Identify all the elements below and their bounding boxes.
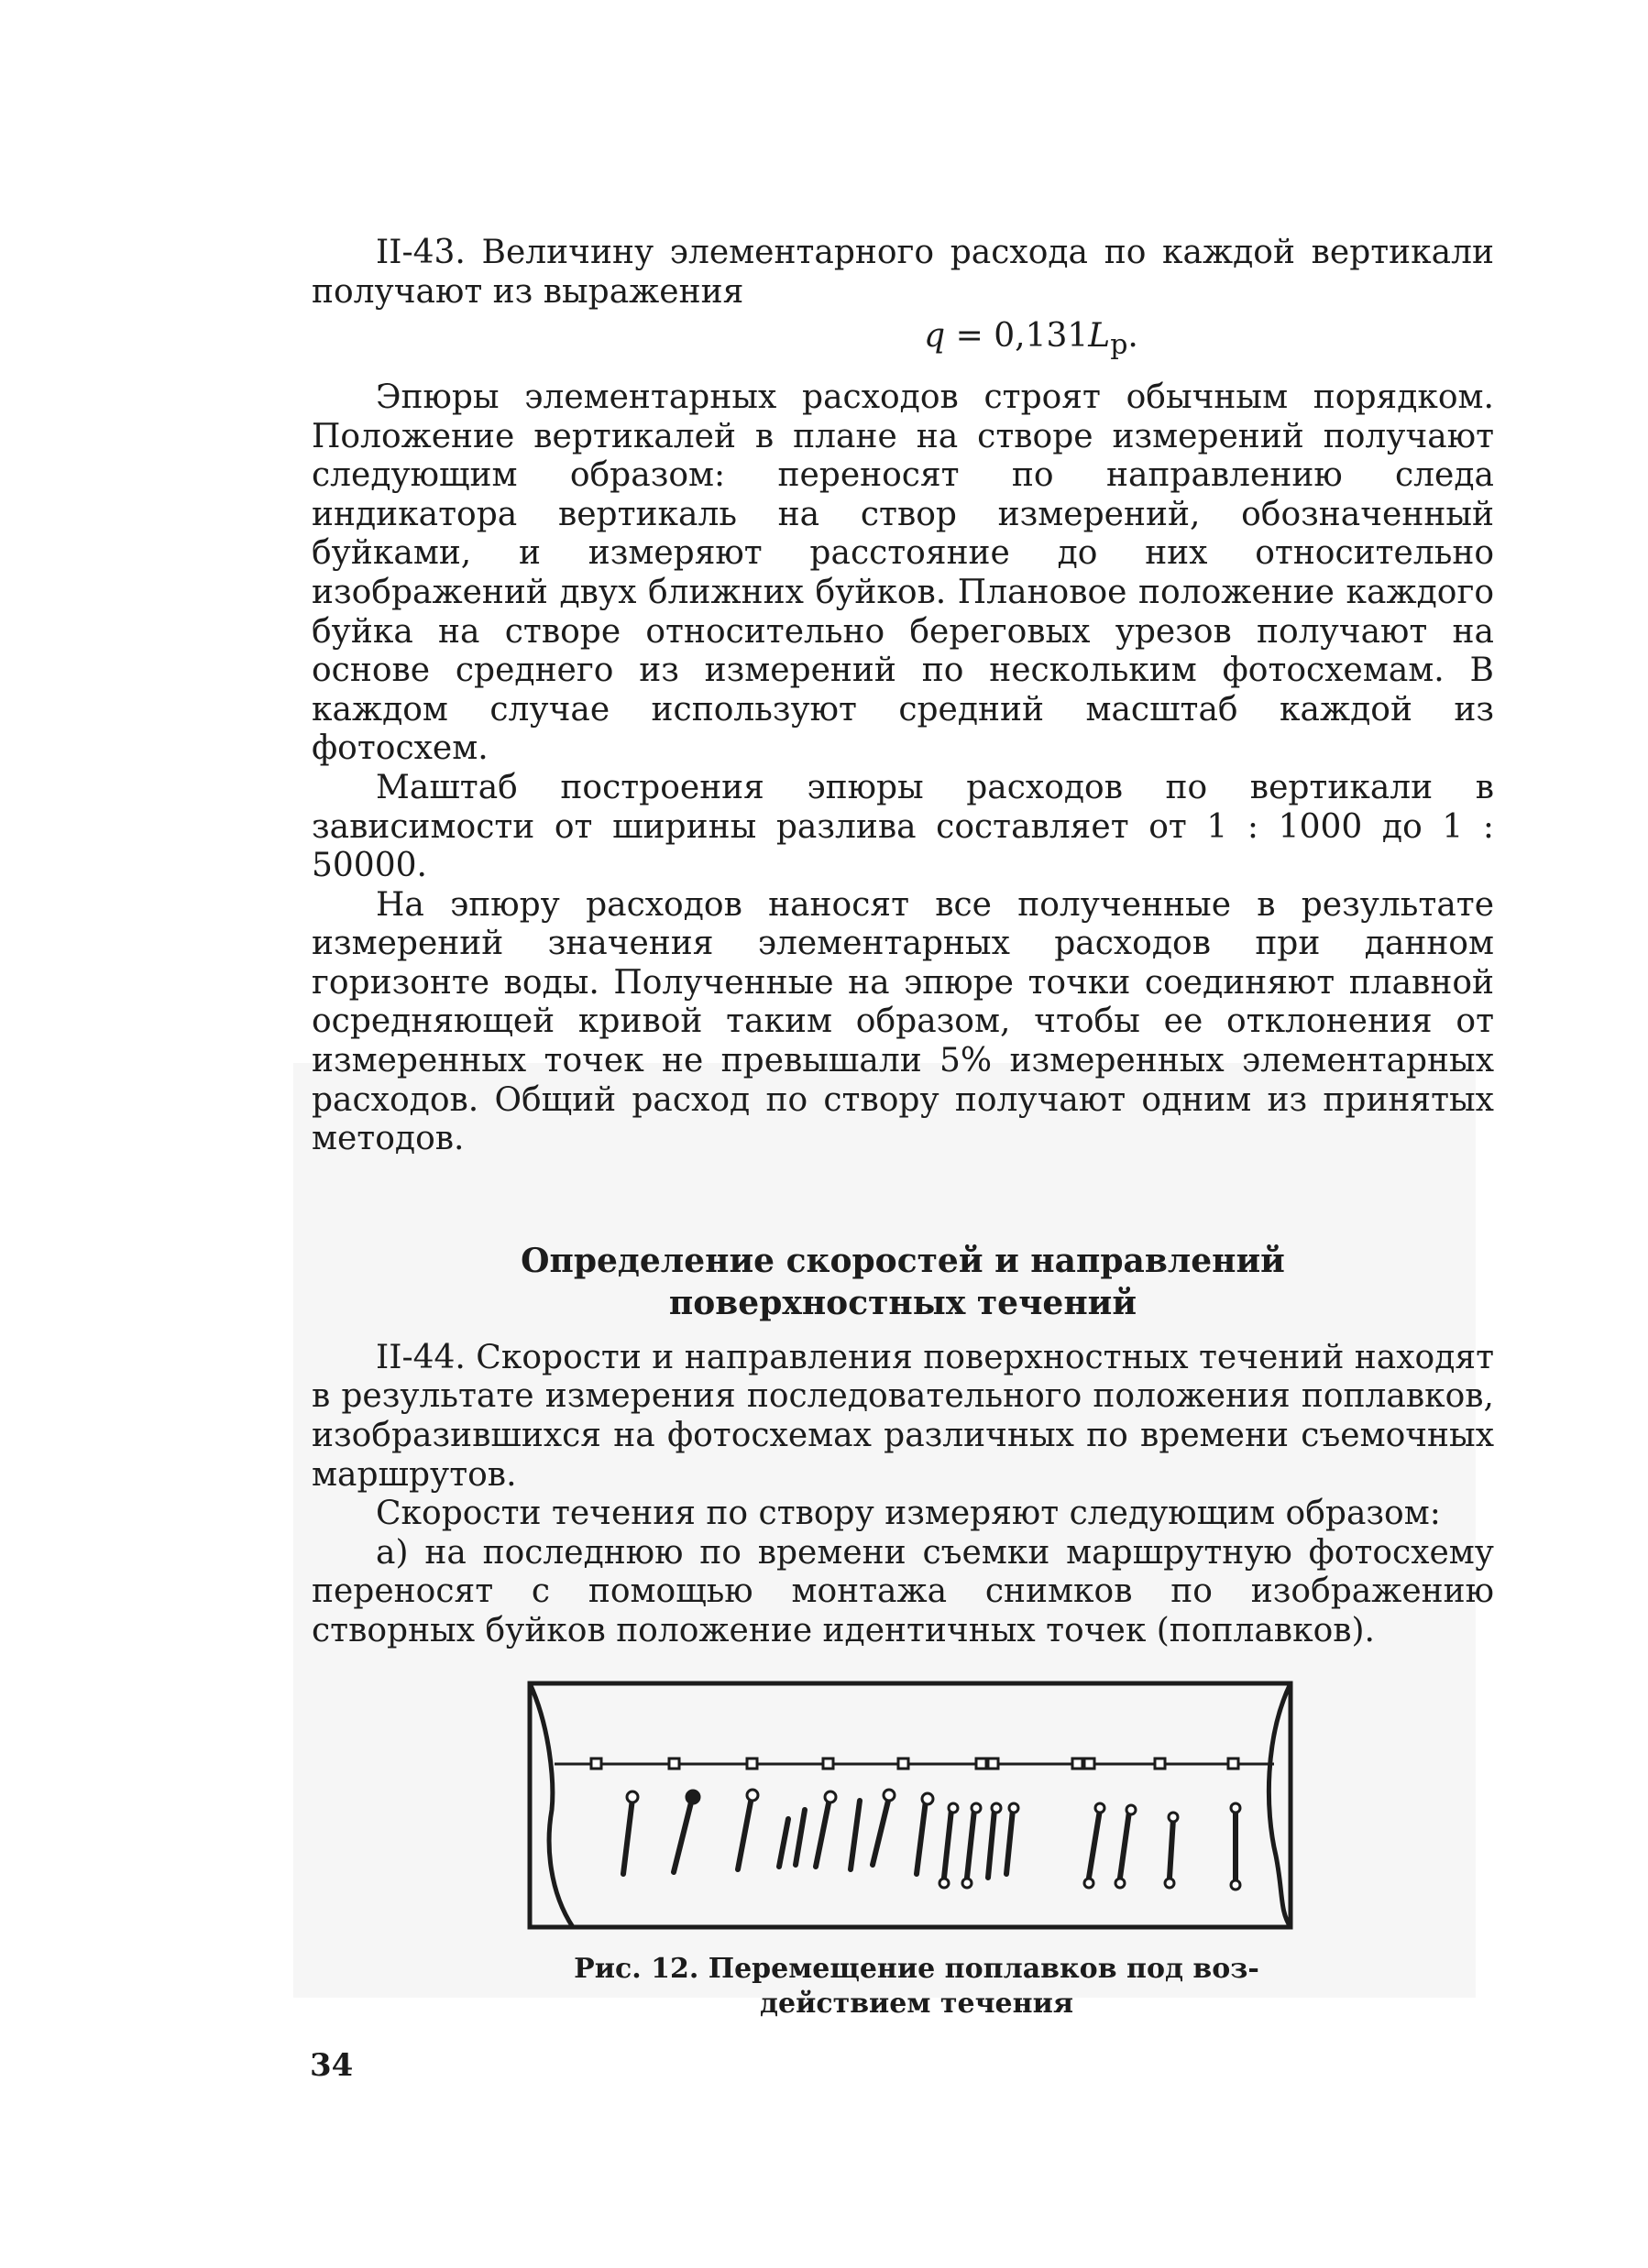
- paragraph-ii-44: II-44. Скорости и направления поверхностных течений находят в результате измерения последовательного положения поплавков, изобразившихся на фотосхемах различных по времени съемочных маршрутов.: [312, 1338, 1494, 1494]
- float-track: [674, 1799, 692, 1872]
- float-point: [1095, 1803, 1104, 1813]
- float-point: [1231, 1880, 1240, 1890]
- buoy: [1228, 1759, 1238, 1769]
- buoy: [898, 1759, 908, 1769]
- float-point: [1126, 1805, 1136, 1814]
- buoy: [823, 1759, 833, 1769]
- buoy: [1084, 1759, 1094, 1769]
- floats-diagram: [513, 1672, 1311, 1938]
- float-tracks: [623, 1797, 1236, 1879]
- paragraph-item-a: а) на последнюю по времени съемки маршрутную фотосхему переносят с помощью монтажа снимков по изображению створных буйков положение идентичных точек (поплавков).: [312, 1533, 1494, 1649]
- float-track: [967, 1810, 974, 1878]
- formula-var: L: [1088, 317, 1111, 356]
- float-point: [922, 1793, 933, 1804]
- paragraph-plot: На эпюру расходов наносят все полученные в результате измерений значения элементарных расходов при данном горизонте воды. Полученные на эпюре точки соединяют плавной осредняющей кривой таким образом, чтобы ее отклонения от измеренных точек не превышали 5% измеренных элементарных расходов. Общий расход по створу получают одним из принятых методов.: [312, 885, 1494, 1158]
- caption-line2: действием течения: [760, 1988, 1073, 2020]
- float-point: [962, 1879, 972, 1888]
- float-track: [1120, 1812, 1129, 1878]
- float-point: [1115, 1879, 1125, 1888]
- formula-end: .: [1127, 317, 1138, 356]
- section-title: [312, 1240, 1494, 1324]
- paragraph-epures: Эпюры элементарных расходов строят обычным порядком. Положение вертикалей в плане на створе измерений получают следующим образом: переносят по направлению следа индикатора вертикаль на створ измерений, обозначенный буйками, и измеряют расстояние до них относительно изображений двух ближних буйков. Плановое положение каждого буйка на створе относительно береговых урезов получают на основе среднего из измерений по нескольким фотосхемам. В каждом случае используют средний масштаб каждой из фотосхем.: [312, 378, 1494, 768]
- float-point: [1169, 1813, 1178, 1822]
- float-track: [623, 1799, 632, 1874]
- buoy: [976, 1759, 986, 1769]
- float-track: [917, 1801, 926, 1874]
- diagram-frame: [530, 1683, 1291, 1927]
- float-track: [851, 1801, 860, 1869]
- float-track: [779, 1819, 788, 1867]
- float-point: [627, 1791, 638, 1802]
- formula: [312, 317, 1494, 366]
- caption-line1: Рис. 12. Перемещение поплавков под воз-: [574, 1953, 1259, 1985]
- buoy: [747, 1759, 757, 1769]
- float-track: [988, 1810, 994, 1878]
- section-title-line2: поверхностных течений: [668, 1283, 1137, 1322]
- page-number: 34: [310, 2047, 354, 2084]
- float-point: [1231, 1803, 1240, 1813]
- float-point: [949, 1803, 958, 1813]
- right-bank-line: [1269, 1683, 1291, 1927]
- buoy: [1155, 1759, 1165, 1769]
- float-point: [747, 1790, 758, 1801]
- formula-coef: 0,131: [994, 317, 1089, 356]
- float-points: [627, 1790, 1240, 1890]
- formula-eq: =: [945, 317, 994, 356]
- float-track: [816, 1799, 829, 1867]
- float-track: [1006, 1810, 1013, 1874]
- paragraph-scale: Маштаб построения эпюры расходов по вертикали в зависимости от ширины разлива составляет от 1 : 1000 до 1 : 50000.: [312, 768, 1494, 885]
- float-point: [992, 1803, 1001, 1813]
- buoy: [669, 1759, 679, 1769]
- formula-subscript: р: [1110, 329, 1128, 362]
- buoy: [1072, 1759, 1082, 1769]
- float-point: [939, 1879, 949, 1888]
- left-bank-line: [530, 1683, 573, 1927]
- float-point: [972, 1803, 981, 1813]
- float-point: [884, 1790, 895, 1801]
- figure-caption: [458, 1952, 1375, 2021]
- float-point: [1009, 1803, 1018, 1813]
- float-point: [1084, 1879, 1093, 1888]
- float-point: [687, 1791, 699, 1803]
- float-track: [738, 1797, 752, 1869]
- float-point: [825, 1791, 836, 1802]
- figure-floats: [513, 1672, 1311, 1938]
- section-title-line1: Определение скоростей и направлений: [521, 1241, 1285, 1280]
- float-track: [873, 1797, 889, 1865]
- float-track: [1170, 1819, 1173, 1878]
- paragraph-ii-43: II-43. Величину элементарного расхода по каждой вертикали получают из выражения: [312, 234, 1494, 311]
- buoy: [988, 1759, 998, 1769]
- float-track: [796, 1810, 805, 1865]
- float-track: [1089, 1810, 1100, 1878]
- float-point: [1165, 1879, 1174, 1888]
- formula-lhs: q: [924, 317, 946, 356]
- buoy: [591, 1759, 601, 1769]
- paragraph-speeds: Скорости течения по створу измеряют следующим образом:: [376, 1495, 1441, 1533]
- page-body: [312, 234, 1494, 1651]
- float-track: [944, 1810, 951, 1878]
